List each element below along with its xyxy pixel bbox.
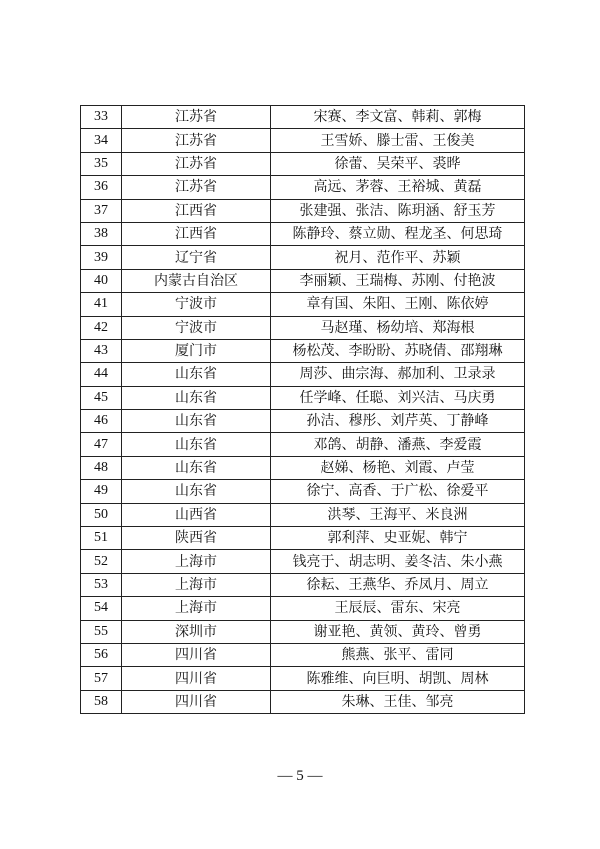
- table-row: [81, 620, 525, 643]
- row-number-cell: 57: [81, 667, 122, 690]
- region-cell: 江苏省: [122, 129, 271, 152]
- roster-table-body: [81, 106, 525, 714]
- names-cell: 李丽颖、王瑞梅、苏刚、付艳波: [271, 269, 525, 292]
- region-cell: 江苏省: [122, 152, 271, 175]
- region-cell: 上海市: [122, 573, 271, 596]
- names-cell: 杨松茂、李盼盼、苏晓倩、邵翔琳: [271, 339, 525, 362]
- names-cell: 孙洁、穆彤、刘芹英、丁静峰: [271, 410, 525, 433]
- row-number-cell: 45: [81, 386, 122, 409]
- region-cell: 深圳市: [122, 620, 271, 643]
- table-row: [81, 199, 525, 222]
- table-row: [81, 690, 525, 713]
- row-number-cell: 49: [81, 480, 122, 503]
- region-cell: 陕西省: [122, 527, 271, 550]
- table-row: [81, 527, 525, 550]
- row-number-cell: 47: [81, 433, 122, 456]
- row-number-cell: 36: [81, 176, 122, 199]
- names-cell: 洪琴、王海平、米良洲: [271, 503, 525, 526]
- table-row: [81, 222, 525, 245]
- names-cell: 章有国、朱阳、王刚、陈依婷: [271, 293, 525, 316]
- names-cell: 王雪娇、滕士雷、王俊美: [271, 129, 525, 152]
- names-cell: 谢亚艳、黄领、黄玲、曾勇: [271, 620, 525, 643]
- region-cell: 山东省: [122, 480, 271, 503]
- names-cell: 王辰辰、雷东、宋亮: [271, 597, 525, 620]
- names-cell: 徐耘、王燕华、乔凤月、周立: [271, 573, 525, 596]
- table-row: [81, 363, 525, 386]
- region-cell: 宁波市: [122, 316, 271, 339]
- region-cell: 四川省: [122, 643, 271, 666]
- region-cell: 山东省: [122, 456, 271, 479]
- region-cell: 山西省: [122, 503, 271, 526]
- region-cell: 江西省: [122, 222, 271, 245]
- table-row: [81, 456, 525, 479]
- row-number-cell: 52: [81, 550, 122, 573]
- names-cell: 马赵瑾、杨幼培、郑海根: [271, 316, 525, 339]
- row-number-cell: 37: [81, 199, 122, 222]
- names-cell: 陈雅维、向巨明、胡凯、周林: [271, 667, 525, 690]
- table-row: [81, 410, 525, 433]
- table-row: [81, 129, 525, 152]
- region-cell: 江西省: [122, 199, 271, 222]
- region-cell: 四川省: [122, 690, 271, 713]
- table-row: [81, 503, 525, 526]
- row-number-cell: 40: [81, 269, 122, 292]
- names-cell: 陈静玲、蔡立勋、程龙圣、何思琦: [271, 222, 525, 245]
- names-cell: 高远、茅蓉、王裕城、黄磊: [271, 176, 525, 199]
- names-cell: 张建强、张洁、陈玥涵、舒玉芳: [271, 199, 525, 222]
- row-number-cell: 50: [81, 503, 122, 526]
- names-cell: 朱琳、王佳、邹亮: [271, 690, 525, 713]
- table-row: [81, 339, 525, 362]
- region-cell: 山东省: [122, 410, 271, 433]
- names-cell: 邓鸽、胡静、潘燕、李爱霞: [271, 433, 525, 456]
- names-cell: 徐宁、高香、于广松、徐爱平: [271, 480, 525, 503]
- region-cell: 四川省: [122, 667, 271, 690]
- row-number-cell: 43: [81, 339, 122, 362]
- table-row: [81, 480, 525, 503]
- row-number-cell: 53: [81, 573, 122, 596]
- names-cell: 宋赛、李文富、韩莉、郭梅: [271, 106, 525, 129]
- region-cell: 江苏省: [122, 106, 271, 129]
- table-row: [81, 246, 525, 269]
- row-number-cell: 55: [81, 620, 122, 643]
- names-cell: 周莎、曲宗海、郝加利、卫录录: [271, 363, 525, 386]
- region-cell: 山东省: [122, 433, 271, 456]
- names-cell: 熊燕、张平、雷同: [271, 643, 525, 666]
- region-cell: 内蒙古自治区: [122, 269, 271, 292]
- table-row: [81, 293, 525, 316]
- row-number-cell: 46: [81, 410, 122, 433]
- names-cell: 郭利萍、史亚妮、韩宁: [271, 527, 525, 550]
- table-row: [81, 433, 525, 456]
- page-number: — 5 —: [277, 768, 323, 784]
- table-row: [81, 269, 525, 292]
- roster-table: [80, 105, 525, 714]
- table-row: [81, 152, 525, 175]
- row-number-cell: 33: [81, 106, 122, 129]
- row-number-cell: 58: [81, 690, 122, 713]
- row-number-cell: 34: [81, 129, 122, 152]
- table-row: [81, 550, 525, 573]
- names-cell: 钱亮于、胡志明、姜冬洁、朱小燕: [271, 550, 525, 573]
- region-cell: 宁波市: [122, 293, 271, 316]
- row-number-cell: 38: [81, 222, 122, 245]
- row-number-cell: 54: [81, 597, 122, 620]
- table-row: [81, 316, 525, 339]
- table-row: [81, 106, 525, 129]
- region-cell: 上海市: [122, 597, 271, 620]
- row-number-cell: 51: [81, 527, 122, 550]
- region-cell: 辽宁省: [122, 246, 271, 269]
- names-cell: 赵娣、杨艳、刘霞、卢莹: [271, 456, 525, 479]
- table-row: [81, 176, 525, 199]
- table-row: [81, 667, 525, 690]
- names-cell: 徐蕾、吴荣平、裘晔: [271, 152, 525, 175]
- region-cell: 山东省: [122, 363, 271, 386]
- names-cell: 祝月、范作平、苏颖: [271, 246, 525, 269]
- table-row: [81, 643, 525, 666]
- table-row: [81, 597, 525, 620]
- row-number-cell: 35: [81, 152, 122, 175]
- row-number-cell: 41: [81, 293, 122, 316]
- region-cell: 山东省: [122, 386, 271, 409]
- row-number-cell: 39: [81, 246, 122, 269]
- names-cell: 任学峰、任聪、刘兴洁、马庆勇: [271, 386, 525, 409]
- row-number-cell: 44: [81, 363, 122, 386]
- region-cell: 上海市: [122, 550, 271, 573]
- row-number-cell: 42: [81, 316, 122, 339]
- region-cell: 江苏省: [122, 176, 271, 199]
- row-number-cell: 56: [81, 643, 122, 666]
- table-row: [81, 573, 525, 596]
- table-row: [81, 386, 525, 409]
- region-cell: 厦门市: [122, 339, 271, 362]
- row-number-cell: 48: [81, 456, 122, 479]
